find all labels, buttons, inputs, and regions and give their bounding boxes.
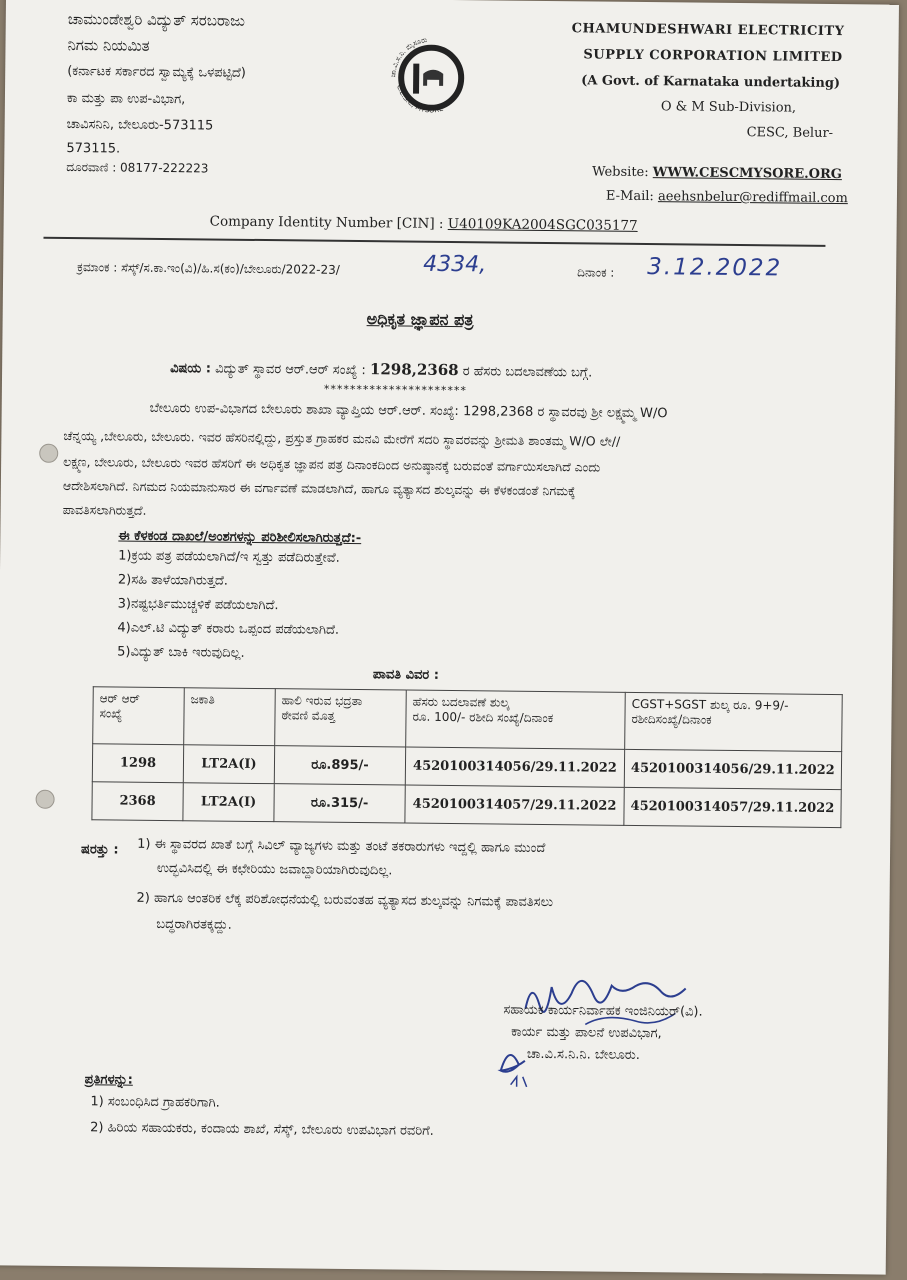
doc-title: ಅಧಿಕೃತ ಜ್ಞಾಪನ ಪತ್ರ <box>366 309 474 330</box>
header-kn-line1: ಚಾಮುಂಡೇಶ್ವರಿ ವಿದ್ಯುತ್ ಸರಬರಾಜು <box>67 9 246 30</box>
logo-top-text: ಚಾ.ವಿ.ಸ.ನಿ. ಮೈಸೂರು <box>389 35 428 78</box>
subject-pre: ವಿದ್ಯುತ್ ಸ್ಥಾವರ ಆರ್.ಆರ್ ಸಂಖ್ಯೆ : <box>215 361 366 379</box>
body-line-4: ಆದೇಶಿಸಲಾಗಿದೆ. ನಿಗಮದ ನಿಯಮಾನುಸಾರ ಈ ವರ್ಗಾವಣೆ ಮಾಡಲಾಗಿದೆ, ಹಾಗೂ ವ್ಯತ್ಯಾಸದ ಶುಲ್ಕವನ್ನು ಈ ಕೆಳಕಂಡಂತೆ ನಿಗಮಕ್ಕೆ <box>62 477 576 499</box>
condition-1b: ಉದ್ಭವಿಸಿದಲ್ಲಿ ಈ ಕಛೇರಿಯು ಜವಾಬ್ದಾರಿಯಾಗಿರುವುದಿಲ್ಲ. <box>156 860 393 879</box>
logo-bottom-text: C.E.S.C, MYSORE <box>395 83 445 115</box>
subject-row <box>170 358 592 380</box>
subject-stars: ********************** <box>323 382 467 398</box>
th-tariff: ಜಕಾತಿ <box>184 688 276 746</box>
cell-name-change-receipt: 4520100314056/29.11.2022 <box>405 747 624 787</box>
body-line-5: ಪಾವತಿಸಲಾಗಿರುತ್ತದೆ. <box>62 501 147 518</box>
conditions-label: ಷರತ್ತು : <box>81 842 119 858</box>
cin-value: U40109KA2004SGC035177 <box>447 215 638 234</box>
website-row <box>592 164 842 182</box>
subject-label: ವಿಷಯ : <box>170 361 212 377</box>
doc-item-3: 3)ನಷ್ಟಭರ್ತಿಮುಚ್ಚಳಿಕೆ ಪಡೆಯಲಾಗಿದೆ. <box>117 596 279 614</box>
th-rr-number: ಆರ್ ಆರ್ ಸಂಖ್ಯೆ <box>93 687 185 745</box>
header-kn-line2: ನಿಗಮ ನಿಯಮಿತ <box>67 35 150 55</box>
cell-deposit: ರೂ.315/- <box>274 784 405 823</box>
ref-number: 4334, <box>423 251 487 278</box>
cin-label: Company Identity Number [CIN] : <box>209 213 444 232</box>
header-en-line4: O & M Sub-Division, <box>660 99 797 116</box>
condition-1a: 1) ಈ ಸ್ಥಾವರದ ಖಾತೆ ಬಗ್ಗೆ ಸಿವಿಲ್ ವ್ಯಾಜ್ಯಗಳು ಮತ್ತು ತಂಟೆ ತಕರಾರುಗಳು ಇದ್ದಲ್ಲಿ ಹಾಗೂ ಮುಂದೆ <box>137 836 546 857</box>
header-kn-line4: ಕಾ ಮತ್ತು ಪಾ ಉಪ-ವಿಭಾಗ, <box>66 90 186 108</box>
condition-2b: ಬದ್ಧರಾಗಿರತಕ್ಕದ್ದು. <box>156 916 232 933</box>
header-kn-line5: ಚಾವಿಸನಿನಿ, ಬೇಲೂರು-573115 <box>66 116 214 134</box>
table-row <box>92 782 841 828</box>
docs-heading: ಈ ಕೆಳಕಂಡ ದಾಖಲೆ/ಅಂಶಗಳನ್ನು ಪರಿಶೀಲಿಸಲಾಗಿರುತ್ತದೆ:- <box>118 528 362 547</box>
th-security-deposit: ಹಾಲಿ ಇರುವ ಭದ್ರತಾ ಠೇವಣಿ ಮೊತ್ತ <box>275 689 407 747</box>
header-kn-line6: 573115. <box>66 140 121 157</box>
cell-tariff: LT2A(I) <box>183 783 274 822</box>
header-kn-line3: (ಕರ್ನಾಟಕ ಸರ್ಕಾರದ ಸ್ವಾಮ್ಯಕ್ಕೆ ಒಳಪಟ್ಟಿದೆ) <box>67 63 246 81</box>
cell-rr: 1298 <box>92 744 183 783</box>
email-link[interactable]: aeehsnbelur@rediffmail.com <box>657 189 848 207</box>
punch-hole <box>36 790 55 809</box>
condition-2a: 2) ಹಾಗೂ ಆಂತರಿಕ ಲೆಕ್ಕ ಪರಿಶೋಧನೆಯಲ್ಲಿ ಬರುವಂತಹ ವ್ಯತ್ಯಾಸದ ಶುಲ್ಕವನ್ನು ನಿಗಮಕ್ಕೆ ಪಾವತಿಸಲು <box>136 890 554 911</box>
doc-item-4: 4)ಎಲ್.ಟಿ ವಿದ್ಯುತ್ ಕರಾರು ಒಪ್ಪಂದ ಪಡೆಯಲಾಗಿದೆ. <box>117 620 340 638</box>
website-link[interactable]: WWW.CESCMYSORE.ORG <box>652 165 843 183</box>
cell-gst-receipt: 4520100314057/29.11.2022 <box>624 787 841 827</box>
email-row <box>606 189 848 207</box>
ref-label: ಕ್ರಮಾಂಕ : ಸೆಸ್ಕ್/ಸ.ಕಾ.ಇಂ(ವಿ)/ಹಿ.ಸ(ಕಂ)/ಬೇಲೂರು/2022-23/ <box>77 260 340 277</box>
body-line-3: ಲಕ್ಷ್ಮಣ, ಬೇಲೂರು, ಬೇಲೂರು ಇವರ ಹೆಸರಿಗೆ ಈ ಅಧಿಕೃತ ಜ್ಞಾಪನ ಪತ್ರ ದಿನಾಂಕದಿಂದ ಅನುಷ್ಠಾನಕ್ಕೆ ಬರುವಂತೆ ವರ್ಗಾಯಿಸಲಾಗಿದೆ ಎಂದು <box>63 453 601 475</box>
header-divider <box>43 237 825 247</box>
date-value: 3.12.2022 <box>647 254 783 282</box>
payment-heading: ಪಾವತಿ ವಿವರ : <box>372 667 440 683</box>
copy-1: 1) ಸಂಬಂಧಿಸಿದ ಗ್ರಾಹಕರಿಗಾಗಿ. <box>90 1094 220 1111</box>
email-label: E-Mail: <box>605 188 654 205</box>
copy-2: 2) ಹಿರಿಯ ಸಹಾಯಕರು, ಕಂದಾಯ ಶಾಖೆ, ಸೆಸ್ಕ್, ಬೇಲೂರು ಉಪವಿಭಾಗ ರವರಿಗೆ. <box>90 1120 434 1139</box>
doc-item-1: 1)ಕ್ರಯ ಪತ್ರ ಪಡೆಯಲಾಗಿದೆ/ಇ ಸ್ವತ್ತು ಪಡೆದಿರುತ್ತೇವೆ. <box>118 548 340 566</box>
cell-deposit: ರೂ.895/- <box>274 746 405 785</box>
website-label: Website: <box>592 164 649 181</box>
header-en-line5: CESC, Belur- <box>746 125 834 141</box>
header-en-line2: SUPPLY CORPORATION LIMITED <box>583 47 843 66</box>
cell-gst-receipt: 4520100314056/29.11.2022 <box>624 749 841 789</box>
signatory-line-2: ಕಾರ್ಯ ಮತ್ತು ಪಾಲನೆ ಉಪವಿಭಾಗ, <box>511 1024 662 1042</box>
cin-row <box>210 213 638 233</box>
subject-numbers: 1298,2368 <box>369 360 459 380</box>
table-header-row <box>93 687 842 752</box>
copies-label: ಪ್ರತಿಗಳನ್ನು: <box>84 1072 133 1088</box>
body-line-1: ಬೇಲೂರು ಉಪ-ವಿಭಾಗದ ಬೇಲೂರು ಶಾಖಾ ವ್ಯಾಪ್ತಿಯ ಆರ್.ಆರ್. ಸಂಖ್ಯೆ: 1298,2368 ರ ಸ್ಥಾವರವು ಶ್ರೀ ಲಕ್ಷ್ಮಮ್ಮ W/O <box>149 400 668 422</box>
date-label: ದಿನಾಂಕ : <box>577 265 615 280</box>
subject-post: ರ ಹೆಸರು ಬದಲಾವಣೆಯ ಬಗ್ಗೆ. <box>462 364 593 381</box>
th-name-change-fee: ಹೆಸರು ಬದಲಾವಣೆ ಶುಲ್ಕ ರೂ. 100/- ರಶೀದಿ ಸಂಖ್ಯೆ/ದಿನಾಂಕ <box>406 690 626 749</box>
doc-item-2: 2)ಸಹಿ ತಾಳೆಯಾಗಿರುತ್ತದೆ. <box>117 572 229 589</box>
header-en-line1: CHAMUNDESHWARI ELECTRICITY <box>571 21 845 40</box>
header-kn-phone: ದೂರವಾಣಿ : 08177-222223 <box>66 159 209 176</box>
punch-hole <box>39 444 58 463</box>
signatory-line-3: ಚಾ.ವಿ.ಸ.ನಿ.ನಿ. ಬೇಲೂರು. <box>526 1046 641 1064</box>
cell-rr: 2368 <box>92 782 183 821</box>
body-line-2: ಚೆನ್ನಯ್ಯ ,ಬೇಲೂರು, ಬೇಲೂರು. ಇವರ ಹೆಸರಿನಲ್ಲಿದ್ದು, ಪ್ರಸ್ತುತ ಗ್ರಾಹಕರ ಮನವಿ ಮೇರೆಗೆ ಸದರಿ ಸ್ಥಾವರವನ್ನು ಶ್ರೀಮತಿ ಶಾಂತಮ್ಮ W/O ಲೇ// <box>63 427 621 449</box>
cell-name-change-receipt: 4520100314057/29.11.2022 <box>405 785 624 825</box>
th-gst-fee: CGST+SGST ಶುಲ್ಕ ರೂ. 9+9/- ರಶೀದಿಸಂಖ್ಯೆ/ದಿನಾಂಕ <box>625 692 842 751</box>
payment-table <box>91 686 842 828</box>
cell-tariff: LT2A(I) <box>183 745 274 784</box>
svg-text:C.E.S.C, MYSORE <box>395 84 445 115</box>
signatory-line-1: ಸಹಾಯಕ ಕಾರ್ಯನಿರ್ವಾಹಕ ಇಂಜಿನಿಯರ್(ವಿ). <box>503 1002 703 1020</box>
doc-item-5: 5)ವಿದ್ಯುತ್ ಬಾಕಿ ಇರುವುದಿಲ್ಲ. <box>117 644 245 661</box>
cesc-logo-icon <box>383 29 480 126</box>
header-en-line3: (A Govt. of Karnataka undertaking) <box>581 73 841 92</box>
